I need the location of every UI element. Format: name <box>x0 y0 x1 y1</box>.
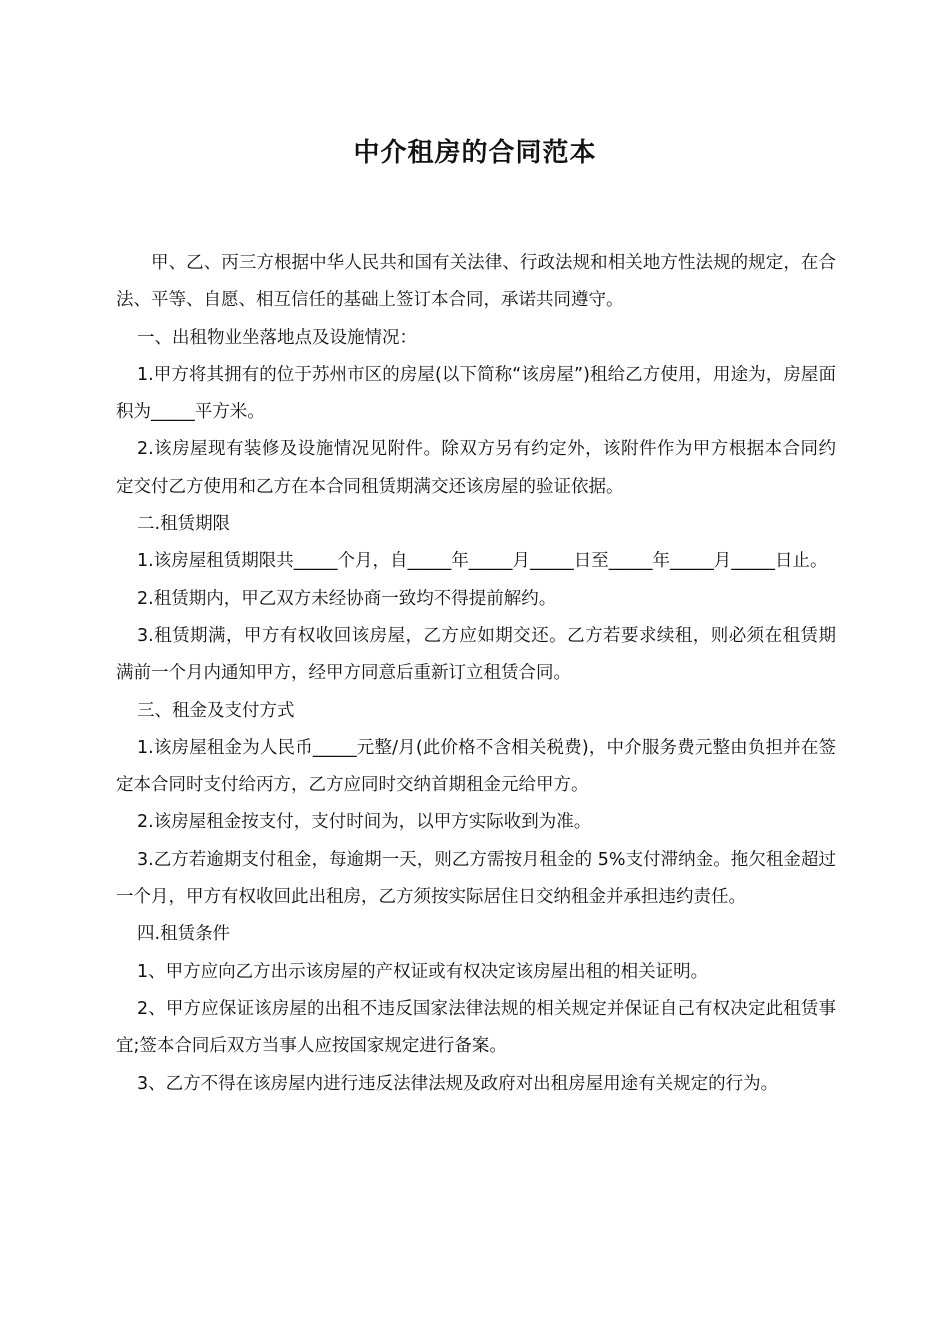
document-body <box>116 245 836 1103</box>
section-heading-3: 三、租金及支付方式 <box>137 700 295 721</box>
section-heading-4: 四.租赁条件 <box>137 924 231 945</box>
clause-2-1: 1.该房屋租赁期限共_____个月，自_____年_____月_____日至_____年_____月_____日止。 <box>137 551 828 572</box>
clause-1-2: 2.该房屋现有装修及设施情况见附件。除双方另有约定外，该附件作为甲方根据本合同约定交付乙方使用和乙方在本合同租赁期满交还该房屋的验证依据。 <box>116 439 836 497</box>
document-title: 中介租房的合同范本 <box>353 138 597 168</box>
clause-3-1: 1.该房屋租金为人民币_____元整/月(此价格不含相关税费)，中介服务费元整由负担并在签定本合同时支付给丙方，乙方应同时交纳首期租金元给甲方。 <box>116 737 836 796</box>
clause-3-3: 3.乙方若逾期支付租金，每逾期一天，则乙方需按月租金的 5%支付滞纳金。拖欠租金超过一个月，甲方有权收回此出租房，乙方须按实际居住日交纳租金并承担违约责任。 <box>116 849 836 908</box>
section-heading-2: 二.租赁期限 <box>137 514 231 535</box>
clause-4-1: 1、甲方应向乙方出示该房屋的产权证或有权决定该房屋出租的相关证明。 <box>137 961 709 982</box>
paragraph-preamble: 甲、乙、丙三方根据中华人民共和国有关法律、行政法规和相关地方性法规的规定，在合法、平等、自愿、相互信任的基础上签订本合同，承诺共同遵守。 <box>116 253 836 311</box>
clause-2-2: 2.租赁期内，甲乙双方未经协商一致均不得提前解约。 <box>137 588 557 609</box>
clause-4-2: 2、甲方应保证该房屋的出租不违反国家法律法规的相关规定并保证自己有权决定此租赁事宜;签本合同后双方当事人应按国家规定进行备案。 <box>116 998 836 1057</box>
clause-1-1: 1.甲方将其拥有的位于苏州市区的房屋(以下简称“该房屋”)租给乙方使用，用途为，房屋面积为_____平方米。 <box>116 364 836 423</box>
clause-2-3: 3.租赁期满，甲方有权收回该房屋，乙方应如期交还。乙方若要求续租，则必须在租赁期满前一个月内通知甲方，经甲方同意后重新订立租赁合同。 <box>116 625 836 684</box>
section-heading-1: 一、出租物业坐落地点及设施情况： <box>137 327 417 348</box>
clause-3-2: 2.该房屋租金按支付，支付时间为，以甲方实际收到为准。 <box>137 812 592 833</box>
clause-4-3: 3、乙方不得在该房屋内进行违反法律法规及政府对出租房屋用途有关规定的行为。 <box>137 1073 779 1094</box>
